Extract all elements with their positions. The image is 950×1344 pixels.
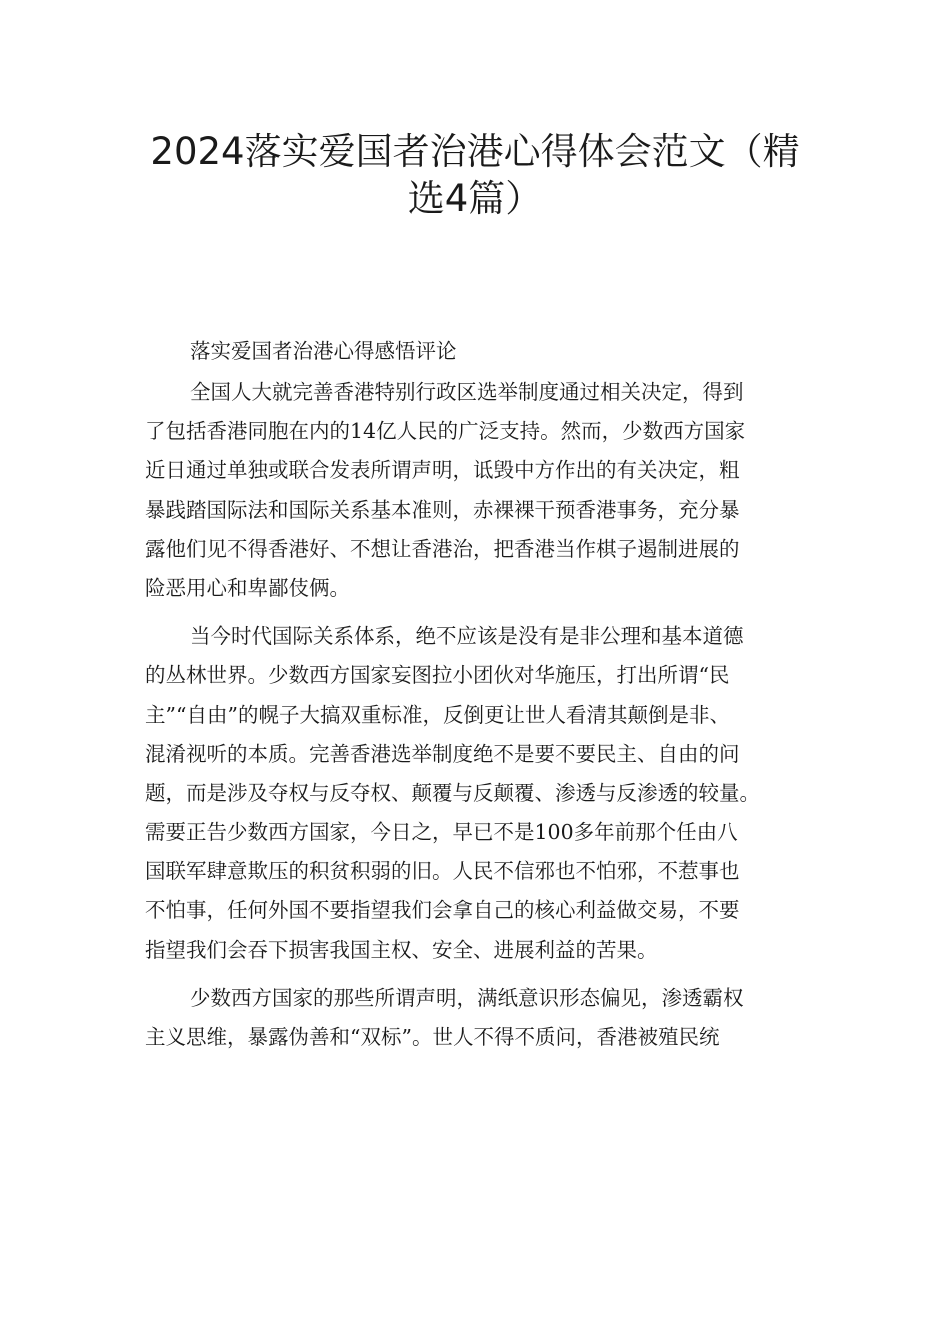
paragraph-line: 了包括香港同胞在内的14亿人民的广泛支持。然而，少数西方国家 [145, 419, 746, 444]
document-title [120, 128, 830, 222]
paragraph-line: 主义思维，暴露伪善和“双标”。世人不得不质问，香港被殖民统 [145, 1025, 720, 1049]
paragraph-line: 少数西方国家的那些所谓声明，满纸意识形态偏见，渗透霸权 [190, 985, 744, 1010]
title-line: 2024落实爱国者治港心得体会范文（精 [150, 130, 800, 173]
paragraph-line: 近日通过单独或联合发表所谓声明，诋毁中方作出的有关决定，粗 [145, 458, 740, 483]
paragraph-line: 题，而是涉及夺权与反夺权、颠覆与反颠覆、渗透与反渗透的较量。 [145, 780, 760, 805]
section-heading: 落实爱国者治港心得感悟评论 [190, 339, 457, 363]
paragraph-line: 需要正告少数西方国家，今日之，早已不是100多年前那个任由八 [145, 820, 738, 845]
paragraph-line: 露他们见不得香港好、不想让香港治，把香港当作棋子遏制进展的 [145, 536, 740, 561]
title-line: 选4篇） [407, 177, 543, 220]
paragraph-line: 暴践踏国际法和国际关系基本准则，赤裸裸干预香港事务，充分暴 [145, 497, 740, 522]
document-body [145, 332, 831, 1057]
paragraph-line: 主”“自由”的幌子大搞双重标准，反倒更让世人看清其颠倒是非、 [145, 702, 730, 727]
paragraph-line: 指望我们会吞下损害我国主权、安全、进展利益的苦果。 [145, 937, 658, 962]
paragraph-line: 险恶用心和卑鄙伎俩。 [145, 575, 350, 600]
paragraph-line: 全国人大就完善香港特别行政区选举制度通过相关决定，得到 [190, 380, 744, 404]
paragraph [145, 979, 831, 1057]
paragraph [145, 373, 831, 608]
paragraph-line: 的丛林世界。少数西方国家妄图拉小团伙对华施压，打出所谓“民 [145, 663, 730, 688]
paragraph-line: 不怕事，任何外国不要指望我们会拿自己的核心利益做交易，不要 [145, 898, 740, 923]
paragraph-line: 当今时代国际关系体系，绝不应该是没有是非公理和基本道德 [190, 624, 744, 649]
paragraph-line: 混淆视听的本质。完善香港选举制度绝不是要不要民主、自由的问 [145, 741, 740, 766]
paragraph-line: 国联军肆意欺压的积贫积弱的旧。人民不信邪也不怕邪，不惹事也 [145, 859, 740, 884]
paragraph [145, 617, 831, 970]
